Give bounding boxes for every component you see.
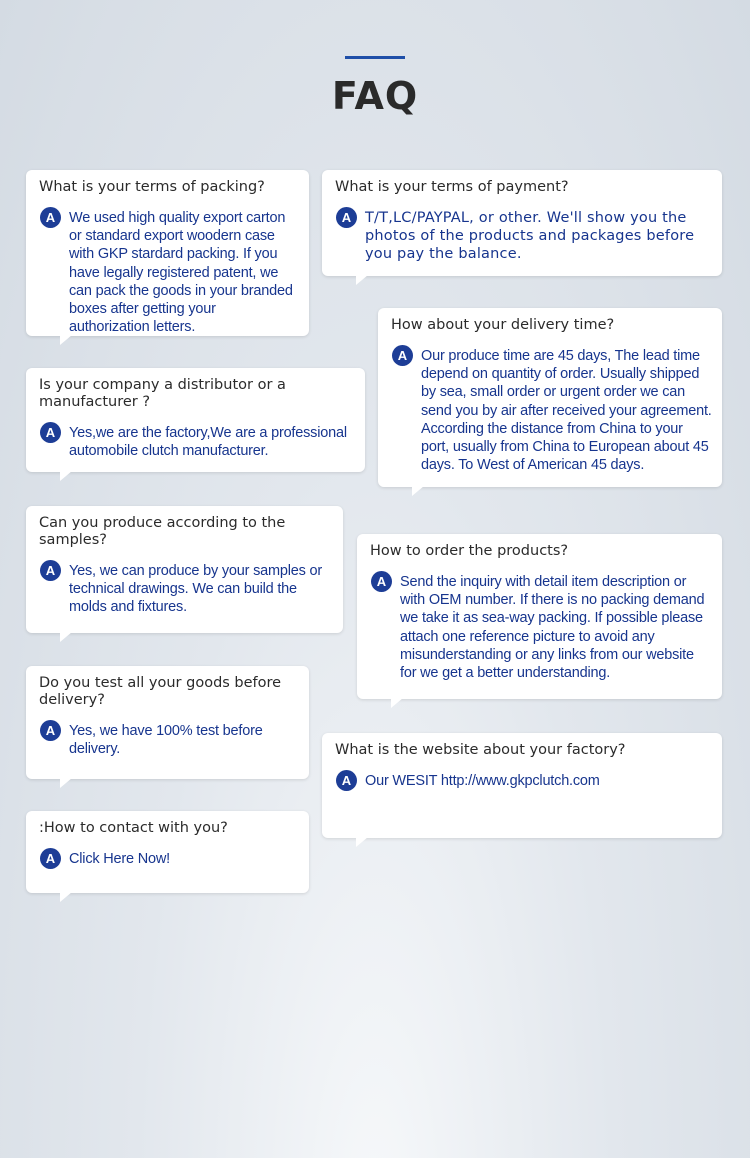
faq-question: What is your terms of payment? [335, 179, 569, 195]
faq-card-packing [26, 170, 309, 336]
answer-badge-icon: A [336, 770, 357, 791]
faq-question: Can you produce according to the samples? [39, 515, 286, 548]
faq-question: How to order the products? [370, 543, 569, 559]
faq-card-website [322, 733, 722, 838]
faq-answer-text: Our produce time are 45 days, The lead time depend on quantity of order. Usually shipped by sea, small order or urgent order we can send you by air after received your agreement. According the distance from China to your port, usually from China to European about 45 days. To West of American 45 days. [421, 348, 712, 474]
answer-badge-icon: A [40, 422, 61, 443]
faq-answer-text: Yes, we have 100% test before delivery. [69, 723, 263, 758]
website-link[interactable]: Our WESIT http://www.gkpclutch.com [365, 773, 600, 789]
answer-badge-icon: A [371, 571, 392, 592]
faq-answer [39, 722, 299, 758]
faq-card-payment [322, 170, 722, 276]
faq-card-delivery-time [378, 308, 722, 487]
faq-answer-text: Send the inquiry with detail item description or with OEM number. If there is no packing demand we take it as sea-way packing. If possible please attach one reference picture to avoid any misunderstanding or any links from our website for we get a better understanding. [400, 574, 705, 682]
faq-answer [335, 772, 712, 790]
answer-badge-icon: A [40, 848, 61, 869]
faq-answer-text: Yes, we can produce by your samples or technical drawings. We can build the molds and fixtures. [69, 563, 323, 616]
page-title: FAQ [331, 74, 419, 118]
faq-answer-text: Yes,we are the factory,We are a professional automobile clutch manufacturer. [69, 425, 347, 460]
faq-card-samples [26, 506, 343, 633]
faq-answer [39, 562, 333, 617]
faq-card-company-type [26, 368, 365, 472]
faq-question: :How to contact with you? [39, 820, 228, 836]
answer-badge-icon: A [40, 207, 61, 228]
faq-answer [39, 209, 299, 336]
faq-question: How about your delivery time? [391, 317, 615, 333]
faq-question: What is the website about your factory? [335, 742, 626, 758]
faq-answer-text: T/T,LC/PAYPAL, or other. We'll show you the photos of the products and packages before you pay the balance. [365, 210, 695, 263]
faq-question: Is your company a distributor or a manufacturer ? [39, 377, 286, 410]
faq-answer-text: We used high quality export carton or standard export woodern case with GKP stardard packing. If you have legally registered patent, we can pack the goods in your branded boxes after getting your authorization letters. [69, 210, 293, 336]
faq-card-testing [26, 666, 309, 779]
faq-answer [370, 573, 712, 682]
faq-answer [39, 850, 299, 868]
answer-badge-icon: A [40, 560, 61, 581]
contact-link[interactable]: Click Here Now! [69, 851, 170, 867]
faq-card-contact [26, 811, 309, 893]
faq-answer [335, 209, 712, 264]
faq-question: What is your terms of packing? [39, 179, 265, 195]
answer-badge-icon: A [40, 720, 61, 741]
faq-card-ordering [357, 534, 722, 699]
faq-question: Do you test all your goods before delivery? [39, 675, 282, 708]
faq-answer [39, 424, 355, 460]
title-accent-line [345, 56, 405, 59]
answer-badge-icon: A [392, 345, 413, 366]
faq-answer [391, 347, 712, 474]
answer-badge-icon: A [336, 207, 357, 228]
